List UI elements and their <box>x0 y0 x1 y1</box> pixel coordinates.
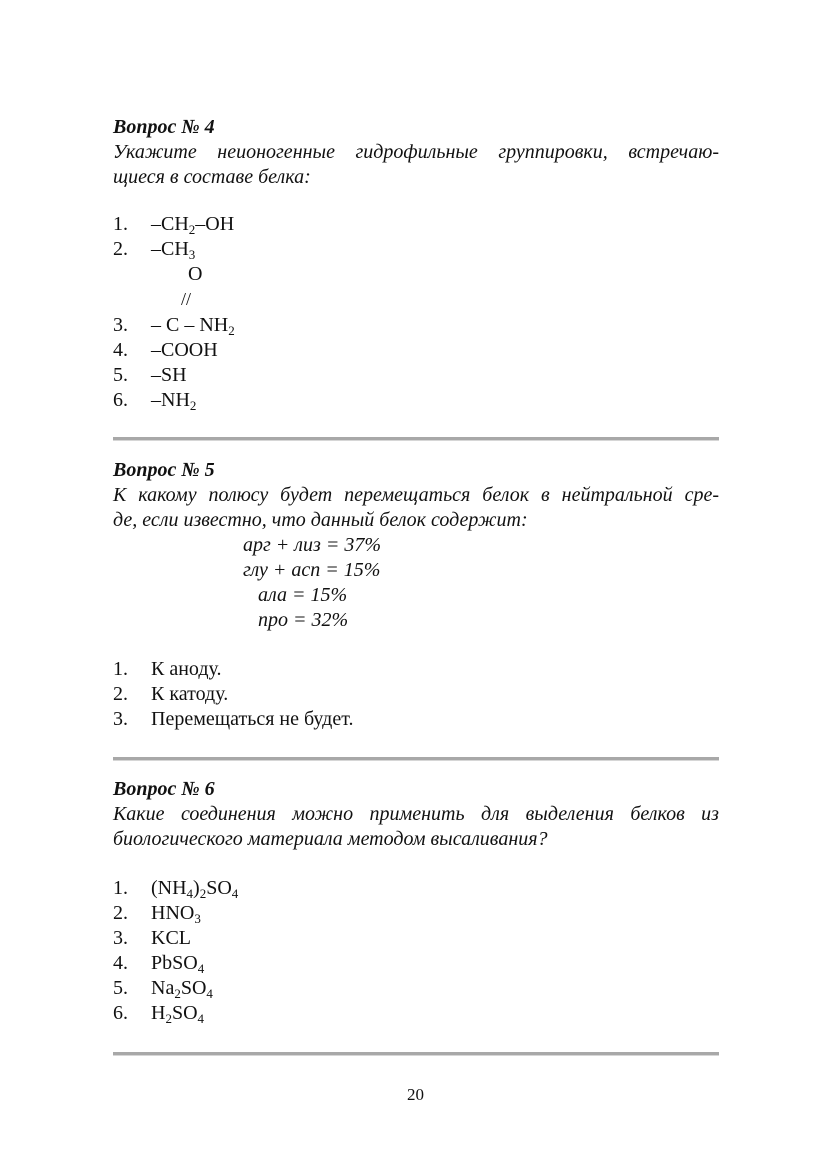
q4-option-1-part-b: –OH <box>195 213 235 235</box>
q4-option-6-subscript: 2 <box>189 398 197 413</box>
q6-option-6-sub-b: 4 <box>197 1011 205 1026</box>
question-4-title: Вопрос № 4 <box>113 116 215 138</box>
q6-option-2 <box>151 901 201 926</box>
q5-option-3: Перемещаться не будет. <box>151 708 354 730</box>
q4-option-6-part-a: –NH <box>151 389 190 411</box>
q4-option-6-number: 6. <box>113 389 128 411</box>
question-6-text-line-1-content: Какие соединения можно применить для выделения белков из <box>113 803 719 825</box>
section-divider-3 <box>113 1052 719 1056</box>
q6-option-6-number: 6. <box>113 1002 128 1024</box>
question-4-text-line-1-content: Укажите неионогенные гидрофильные группировки, встречаю- <box>113 141 719 163</box>
q6-option-6-sub-a: 2 <box>165 1011 172 1026</box>
q6-option-1 <box>151 876 238 901</box>
q4-option-3-number: 3. <box>113 314 128 336</box>
question-4-text-line-1 <box>113 140 719 165</box>
q5-option-2: К катоду. <box>151 683 229 705</box>
q4-option-2-number: 2. <box>113 238 128 260</box>
q6-option-1-p0: (NH <box>151 877 187 899</box>
q4-structure-oxygen: O <box>188 263 203 285</box>
q6-option-4 <box>151 951 204 976</box>
question-5-text-line-2: де, если известно, что данный белок содержит: <box>113 509 528 531</box>
q4-option-2 <box>151 237 195 262</box>
q6-option-1-p4: SO <box>206 877 232 899</box>
q4-option-4-number: 4. <box>113 339 128 361</box>
section-divider-1 <box>113 437 719 441</box>
q6-option-4-number: 4. <box>113 952 128 974</box>
q6-option-5-p0: Na <box>151 977 175 999</box>
q6-option-1-sub-a: 4 <box>186 886 194 901</box>
q4-option-5: –SH <box>151 364 187 386</box>
question-6-text-line-2: биологического материала методом высаливания? <box>113 828 548 850</box>
question-5-text-line-1-content: К какому полюсу будет перемещаться белок в нейтральной сре- <box>113 484 719 506</box>
q4-option-2-subscript: 3 <box>188 247 196 262</box>
q6-option-2-sub-a: 3 <box>194 911 201 926</box>
q5-option-1: К аноду. <box>151 658 222 680</box>
q4-option-2-part-a: –CH <box>151 238 189 260</box>
q4-option-1-part-a: –CH <box>151 213 189 235</box>
q4-option-3 <box>151 313 235 338</box>
q6-option-3-number: 3. <box>113 927 128 949</box>
q4-option-4: –COOH <box>151 339 218 361</box>
q4-option-1-number: 1. <box>113 213 128 235</box>
q4-structure-double-bond: // <box>181 289 192 309</box>
q4-option-3-subscript: 2 <box>228 323 235 338</box>
q6-option-4-p0: PbSO <box>151 952 198 974</box>
q4-option-1-subscript: 2 <box>188 222 196 237</box>
q4-option-5-number: 5. <box>113 364 128 386</box>
q5-formula-1: арг + лиз = 37% <box>243 534 381 556</box>
page-number: 20 <box>407 1085 424 1104</box>
q5-formula-4: про = 32% <box>258 609 349 631</box>
q6-option-6 <box>151 1001 204 1026</box>
q6-option-5-p2: SO <box>180 977 207 999</box>
q6-option-4-sub-a: 4 <box>197 961 205 976</box>
q6-option-5-sub-b: 4 <box>206 986 213 1001</box>
q6-option-5-sub-a: 2 <box>174 986 181 1001</box>
question-5-text-line-1 <box>113 483 719 508</box>
q6-option-1-sub-c: 4 <box>231 886 239 901</box>
q6-option-5-number: 5. <box>113 977 128 999</box>
question-5-title: Вопрос № 5 <box>113 459 215 481</box>
q6-option-2-number: 2. <box>113 902 128 924</box>
q5-formula-3: ала = 15% <box>258 584 348 606</box>
q5-option-1-number: 1. <box>113 658 128 680</box>
q5-formula-2: глу + асп = 15% <box>243 559 381 581</box>
q6-option-6-p0: H <box>151 1002 166 1024</box>
q5-option-3-number: 3. <box>113 708 128 730</box>
q6-option-3: KCL <box>151 927 191 949</box>
q4-option-1 <box>151 212 234 237</box>
q6-option-5 <box>151 976 213 1001</box>
q4-option-3-part-a: – C – NH <box>151 314 229 336</box>
question-6-title: Вопрос № 6 <box>113 778 215 800</box>
q4-option-6 <box>151 388 196 413</box>
q5-option-2-number: 2. <box>113 683 128 705</box>
q6-option-1-number: 1. <box>113 877 128 899</box>
q6-option-1-sub-b: 2 <box>199 886 207 901</box>
section-divider-2 <box>113 757 719 761</box>
question-6-text-line-1 <box>113 802 719 827</box>
q6-option-6-p2: SO <box>171 1002 198 1024</box>
question-4-text-line-2: щиеся в составе белка: <box>113 166 311 188</box>
q6-option-2-p0: HNO <box>151 902 195 924</box>
q6-option-1-p2: ) <box>193 877 200 899</box>
